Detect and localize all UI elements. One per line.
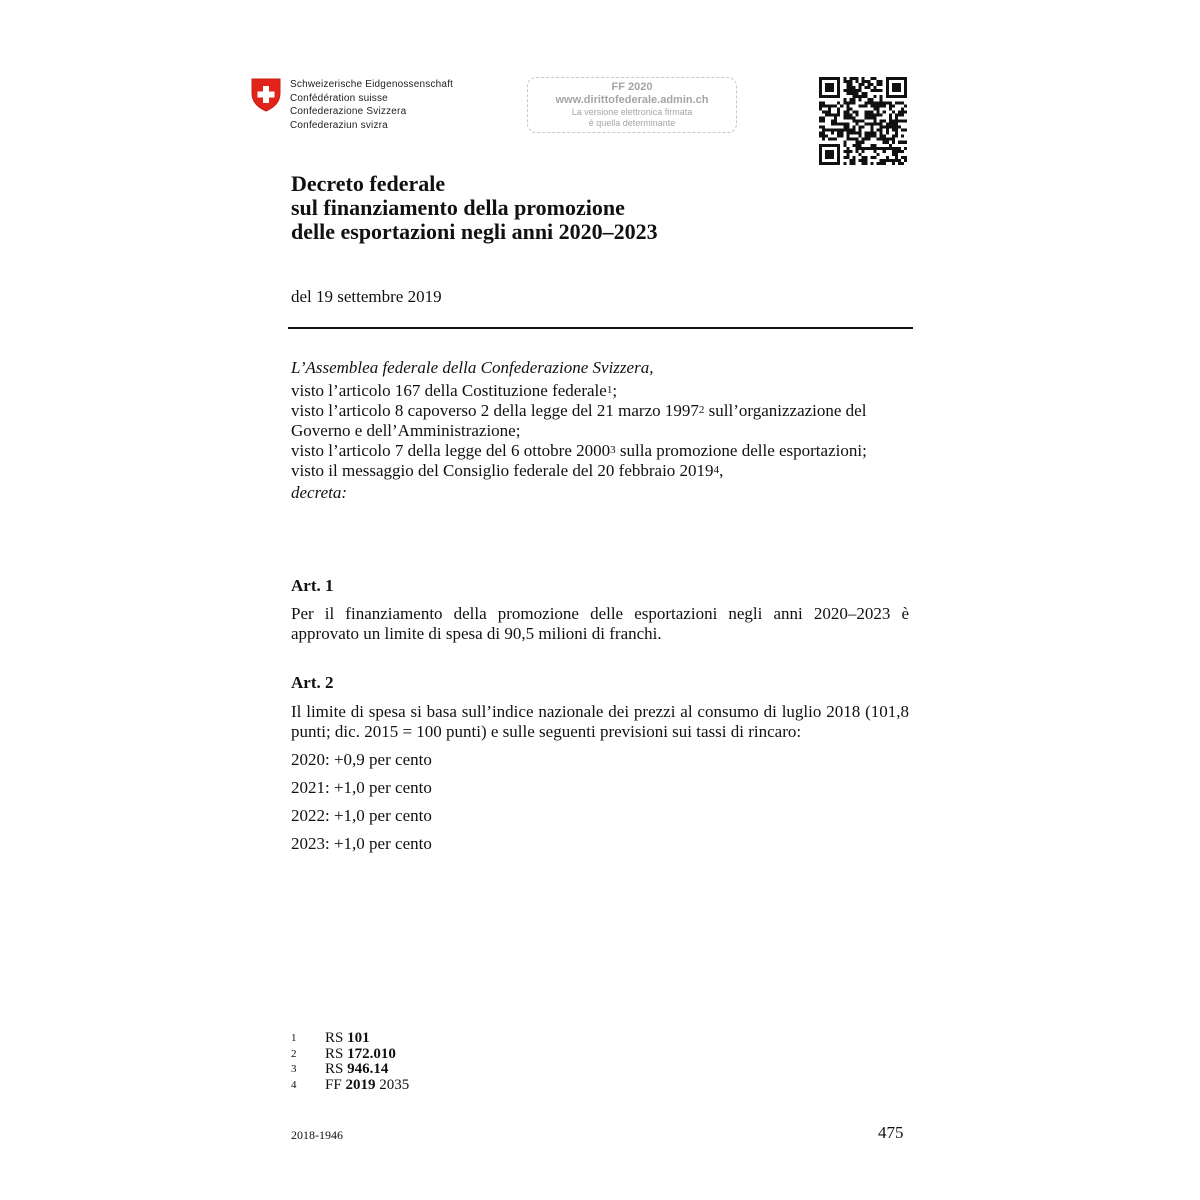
stamp-edition: FF 2020: [611, 81, 653, 93]
swiss-coat-of-arms-icon: [251, 78, 281, 112]
footnote-ref-2[interactable]: 2: [698, 404, 705, 416]
inflation-rate-2023: 2023: +1,0 per cento: [291, 834, 432, 853]
title-divider: [288, 327, 913, 329]
title-line-3: delle esportazioni negli anni 2020–2023: [291, 219, 658, 244]
inflation-rate-2021: 2021: +1,0 per cento: [291, 778, 432, 797]
footnote-ref-3[interactable]: 3: [610, 444, 616, 456]
preamble-decreta: decreta:: [291, 483, 348, 502]
article-1-heading: Art. 1: [291, 576, 334, 595]
article-2-text: Il limite di spesa si basa sull’indice nazionale dei prezzi al consumo di luglio 2018 (101,8 punti; dic. 2015 = 100 punti) e sulle seguenti previsioni sui tassi di rincaro:: [291, 702, 909, 741]
title-line-2: sul finanziamento della promozione: [291, 195, 625, 220]
inflation-rate-2022: 2022: +1,0 per cento: [291, 806, 432, 825]
document-title: [291, 172, 658, 244]
footnote: 4 FF 2019 2035: [291, 1076, 410, 1093]
title-line-1: Decreto federale: [291, 171, 446, 196]
footnote: 3 RS 946.14: [291, 1061, 389, 1077]
preamble-ground-3: visto l’articolo 7 della legge del 6 ottobre 2000$^3$ sulla promozione delle esportazioni;: [291, 441, 867, 460]
preamble-ground-2: visto l’articolo 8 capoverso 2 della legge del 21 marzo 1997$^2$ sull’organizzazione del Governo e dell’Amministrazione;: [291, 401, 867, 440]
decree-date: del 19 settembre 2019: [291, 287, 442, 306]
preamble-ground-4: visto il messaggio del Consiglio federale del 20 febbraio 2019$^4$,: [291, 461, 724, 480]
confederation-name-fr: Confédération suisse: [290, 92, 388, 104]
document-number: 2018-1946: [291, 1128, 343, 1142]
preamble: [291, 358, 916, 503]
electronic-signature-stamp: [527, 77, 737, 133]
article-1-text: Per il finanziamento della promozione delle esportazioni negli anni 2020–2023 è approvato un limite di spesa di 90,5 milioni di franchi.: [291, 604, 909, 643]
page-number: 475: [878, 1123, 904, 1142]
confederation-name-it: Confederazione Svizzera: [290, 106, 407, 117]
footnote: 2 RS 172.010: [291, 1045, 396, 1062]
article-2-heading: Art. 2: [291, 673, 334, 692]
qr-code-icon[interactable]: [819, 77, 907, 165]
preamble-ground-1: visto l’articolo 167 della Costituzione federale$^1$;: [291, 381, 618, 400]
stamp-note-line2: è quella determinante: [588, 118, 676, 128]
footnote-ref-4[interactable]: 4: [713, 464, 720, 476]
confederation-names: [290, 78, 453, 132]
footnote-ref-1[interactable]: 1: [606, 384, 613, 396]
confederation-name-rm: Confederaziun svizra: [290, 119, 388, 131]
footnotes: [291, 1031, 409, 1093]
stamp-note-line1: La versione elettronica firmata: [571, 107, 693, 117]
footnote: 1 RS 101: [291, 1030, 370, 1046]
stamp-website: www.dirittofederale.admin.ch: [555, 94, 709, 106]
inflation-rate-2020: 2020: +0,9 per cento: [291, 750, 432, 769]
confederation-name-de: Schweizerische Eidgenossenschaft: [290, 79, 454, 90]
preamble-assembly: L’Assemblea federale della Confederazione Svizzera,: [291, 358, 654, 377]
